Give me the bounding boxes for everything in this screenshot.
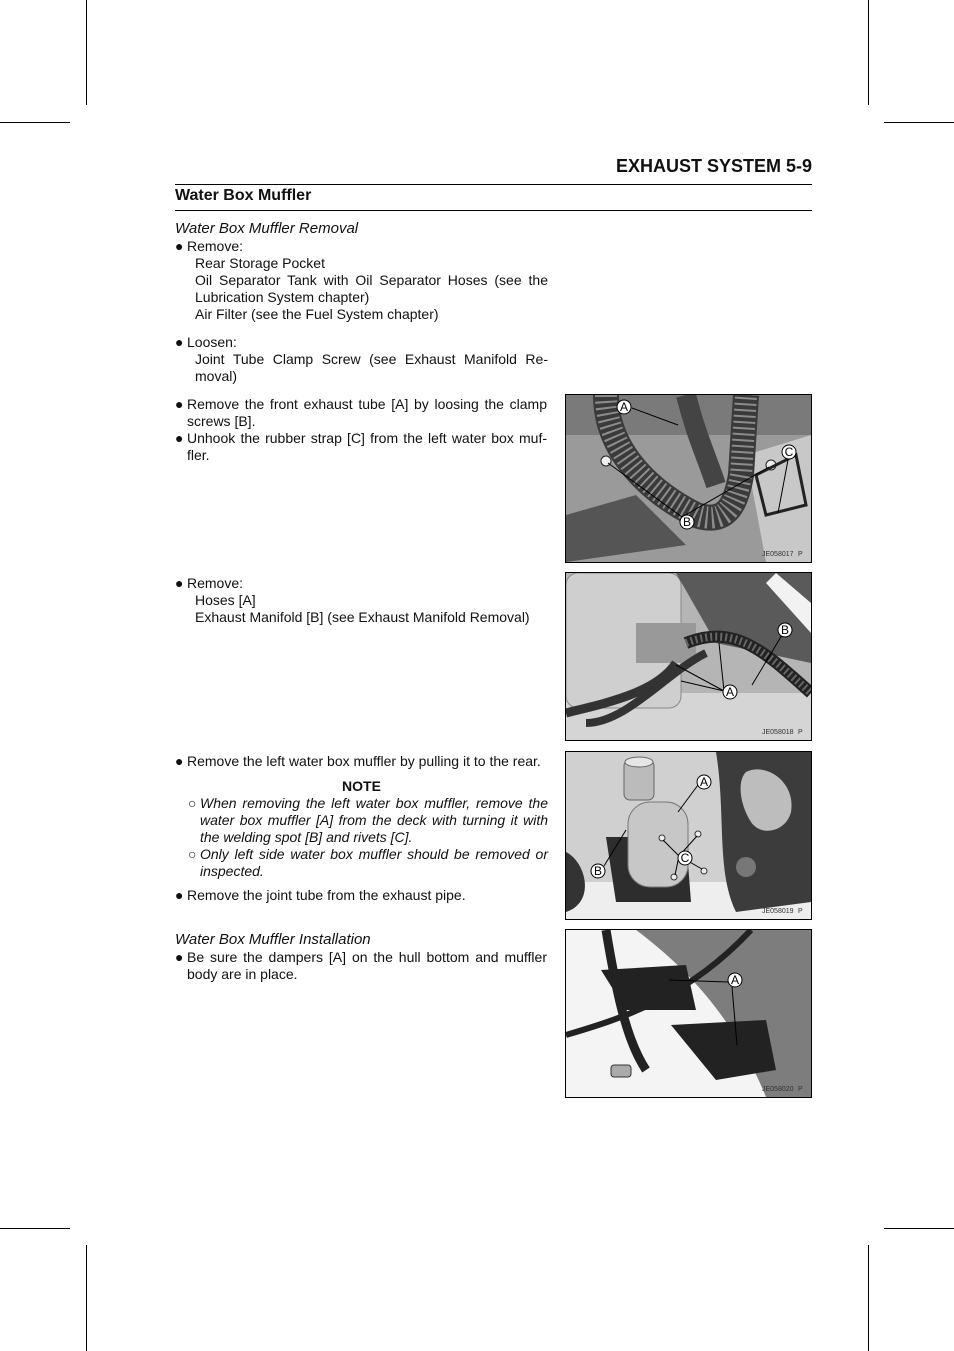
indented-item: Joint Tube Clamp Screw (see Exhaust Manifold Re-moval) [195,351,548,384]
bullet-step: ● Remove the left water box muffler by pulling it to the rear. [175,753,541,769]
callout-label: A [725,685,735,699]
figure-id: JE058018 [762,729,794,736]
callout-label: B [780,623,790,637]
bullet-remove-2: ● Remove: [175,575,244,591]
figure-id-suffix: P [798,1086,803,1093]
indented-item: Oil Separator Tank with Oil Separator Hoses (see the Lubrication System chapter) [195,272,548,305]
figure-id-suffix: P [798,908,803,915]
bullet-remove-1: ● Remove: [175,238,244,254]
callout-label: B [593,864,603,878]
figure-front-exhaust-tube [565,394,812,563]
crop-mark [0,122,70,123]
page-title: EXHAUST SYSTEM 5-9 [615,156,812,176]
bullet-icon: ● [175,396,184,412]
callout-label: B [682,515,692,529]
figure-id: JE058020 [762,1086,794,1093]
note-title: NOTE [342,778,381,794]
crop-mark [868,0,869,105]
indented-item: Rear Storage Pocket [195,255,325,271]
crop-mark [868,1245,869,1351]
bullet-icon: ● [175,238,184,254]
callout-label: C [784,445,794,459]
bullet-loosen: ● Loosen: [175,334,237,350]
note-marker-icon: ○ [188,846,197,862]
subsection-title-installation: Water Box Muffler Installation [175,931,371,948]
note-marker-icon: ○ [188,795,197,811]
subsection-title-removal: Water Box Muffler Removal [175,220,359,237]
crop-mark [0,1228,70,1229]
callout-label: C [680,851,690,865]
bullet-icon: ● [175,887,184,903]
indented-item: Air Filter (see the Fuel System chapter) [195,306,439,322]
callout-label: A [699,775,709,789]
page-header [175,156,812,185]
indented-item: Exhaust Manifold [B] (see Exhaust Manifold Removal) [195,609,530,625]
section-title: Water Box Muffler [175,187,312,204]
note-item: ○ When removing the left water box muffler, remove the water box muffler [A] from the deck with turning it with the welding spot [B] and rivets [C]. [188,795,548,845]
crop-mark [86,1245,87,1351]
bullet-step: ● Be sure the dampers [A] on the hull bottom and muffler body are in place. [175,949,547,982]
callout-label: A [730,973,740,987]
bullet-icon: ● [175,334,184,350]
figure-id-suffix: P [798,551,803,558]
figure-dampers [565,929,812,1098]
figure-id-suffix: P [798,729,803,736]
indented-item: Hoses [A] [195,592,256,608]
figure-water-box-muffler [565,751,812,920]
crop-mark [884,1228,954,1229]
figure-id: JE058019 [762,908,794,915]
bullet-icon: ● [175,949,184,965]
figure-id: JE058017 [762,551,794,558]
crop-mark [884,122,954,123]
bullet-step: ● Unhook the rubber strap [C] from the left water box muf-fler. [175,430,547,463]
bullet-step: ● Remove the front exhaust tube [A] by loosing the clamp screws [B]. [175,396,547,429]
section-header [175,185,812,211]
note-item: ○ Only left side water box muffler should be removed or inspected. [188,846,548,879]
crop-mark [86,0,87,105]
bullet-icon: ● [175,753,184,769]
callout-label: A [619,400,629,414]
figure-hoses-manifold [565,572,812,741]
bullet-step: ● Remove the joint tube from the exhaust pipe. [175,887,466,903]
bullet-icon: ● [175,430,184,446]
bullet-icon: ● [175,575,184,591]
